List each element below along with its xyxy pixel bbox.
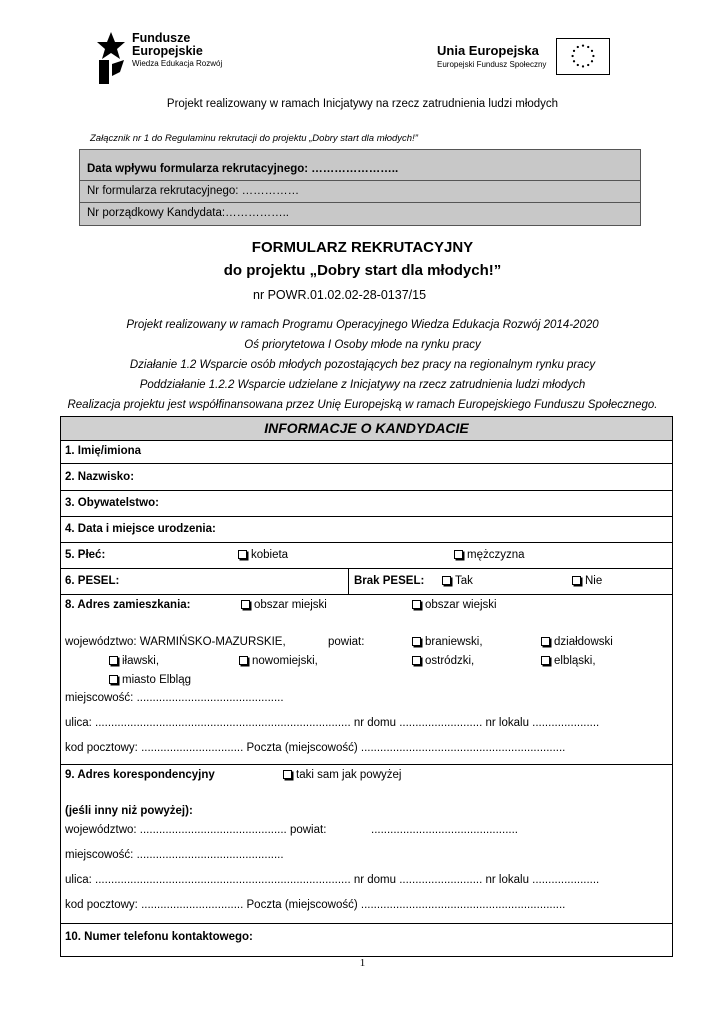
form-title: FORMULARZ REKRUTACYJNY [251, 239, 474, 256]
checkbox-icon[interactable] [239, 656, 248, 665]
program-info-line: Poddziałanie 1.2.2 Wsparcie udzielane z Inicjatywy na rzecz zatrudnienia ludzi młodych [139, 379, 586, 391]
annex-note: Załącznik nr 1 do Regulaminu rekrutacji do projektu „Dobry start dla młodych!” [90, 133, 418, 144]
form-section-header: INFORMACJE O KANDYDACIE [61, 417, 672, 441]
same-address-option[interactable]: taki sam jak powyżej [283, 769, 401, 781]
form-number-row: Nr formularza rekrutacyjnego: …………… [80, 181, 640, 203]
fe-logo-line1: Fundusze [132, 31, 191, 45]
checkbox-icon[interactable] [109, 675, 118, 684]
pesel-label: 6. PESEL: [65, 575, 120, 587]
gender-female-option[interactable]: kobieta [238, 549, 288, 561]
voivodeship-text: województwo: WARMIŃSKO-MAZURSKIE, [65, 636, 286, 648]
checkbox-icon[interactable] [241, 600, 250, 609]
eu-logo-title: Unia Europejska [437, 42, 539, 58]
program-info-line: Działanie 1.2 Wsparcie osób młodych pozostających bez pracy na regionalnym rynku pracy [129, 359, 596, 371]
phone-row[interactable] [61, 924, 672, 956]
unia-europejska-logo [437, 38, 610, 75]
page-header [0, 28, 725, 88]
correspondence-street-field[interactable]: ulica: ................................................................................ nr domu .......................... nr lokalu ..................... [65, 874, 600, 886]
residence-locality-field[interactable]: miejscowość: .............................................. [65, 692, 284, 704]
fe-logo-line2: Europejskie [132, 44, 203, 58]
county-nowomiejski[interactable]: nowomiejski, [239, 655, 318, 667]
last-name-row[interactable] [61, 464, 672, 491]
correspondence-postal-field[interactable]: kod pocztowy: ................................ Poczta (miejscowość) ................................................................ [65, 899, 566, 911]
gender-label: 5. Płeć: [65, 549, 106, 561]
correspondence-locality-field[interactable]: miejscowość: .............................................. [65, 849, 284, 861]
pesel-row [61, 569, 672, 595]
first-name-row[interactable] [61, 441, 672, 464]
candidate-info-form [60, 416, 673, 957]
phone-label: 10. Numer telefonu kontaktowego: [65, 931, 253, 943]
correspondence-county-field[interactable]: .............................................. [371, 824, 518, 836]
if-other-note: (jeśli inny niż powyżej): [65, 805, 193, 817]
correspondence-address-row [61, 765, 672, 924]
checkbox-icon[interactable] [572, 576, 581, 585]
eu-logo-subtitle: Europejski Fundusz Społeczny [437, 59, 547, 69]
residence-street-field[interactable]: ulica: ................................................................................ nr domu .......................... nr lokalu ..................... [65, 717, 600, 729]
checkbox-icon[interactable] [283, 770, 292, 779]
checkbox-icon[interactable] [109, 656, 118, 665]
birth-row[interactable] [61, 517, 672, 543]
rural-option[interactable]: obszar wiejski [412, 599, 497, 611]
checkbox-icon[interactable] [412, 637, 421, 646]
checkbox-icon[interactable] [412, 656, 421, 665]
citizenship-label: 3. Obywatelstwo: [65, 497, 159, 509]
county-ilawski[interactable]: iławski, [109, 655, 159, 667]
receipt-date-row: Data wpływu formularza rekrutacyjnego: ………………….. [80, 150, 640, 181]
checkbox-icon[interactable] [454, 550, 463, 559]
correspondence-label: 9. Adres korespondencyjny [65, 769, 215, 781]
last-name-label: 2. Nazwisko: [65, 471, 135, 483]
residence-postal-field[interactable]: kod pocztowy: ................................ Poczta (miejscowość) ................................................................ [65, 742, 566, 754]
program-info-line: Oś priorytetowa I Osoby młode na rynku pracy [244, 339, 481, 351]
checkbox-icon[interactable] [541, 656, 550, 665]
urban-option[interactable]: obszar miejski [241, 599, 327, 611]
page-number: 1 [359, 957, 366, 969]
fundusze-europejskie-logo [96, 32, 222, 84]
no-pesel-label: Brak PESEL: [354, 575, 425, 587]
gender-row [61, 543, 672, 569]
program-info-line: Projekt realizowany w ramach Programu Operacyjnego Wiedza Edukacja Rozwój 2014-2020 [126, 319, 599, 331]
project-line: Projekt realizowany w ramach Inicjatywy na rzecz zatrudnienia ludzi młodych [166, 98, 559, 110]
checkbox-icon[interactable] [238, 550, 247, 559]
correspondence-voivodeship-field[interactable]: województwo: .............................................. powiat: [65, 824, 327, 836]
birth-label: 4. Data i miejsce urodzenia: [65, 523, 216, 535]
checkbox-icon[interactable] [541, 637, 550, 646]
program-info-line: Realizacja projektu jest współfinansowana przez Unię Europejską w ramach Europejskiego Funduszu Społecznego. [67, 399, 658, 411]
checkbox-icon[interactable] [442, 576, 451, 585]
form-subtitle: do projektu „Dobry start dla młodych!” [223, 262, 502, 279]
no-pesel-no-option[interactable]: Nie [572, 575, 602, 587]
county-elblaski[interactable]: elbląski, [541, 655, 596, 667]
checkbox-icon[interactable] [412, 600, 421, 609]
first-name-label: 1. Imię/imiona [65, 445, 142, 457]
county-elblag-city[interactable]: miasto Elbląg [109, 674, 191, 686]
residence-address-row [61, 595, 672, 765]
county-label: powiat: [328, 636, 365, 648]
citizenship-row[interactable] [61, 491, 672, 517]
program-info [0, 315, 725, 415]
candidate-number-row: Nr porządkowy Kandydata:…………….. [87, 207, 289, 219]
project-number: nr POWR.01.02.02-28-0137/15 [253, 288, 427, 302]
pesel-divider [348, 569, 349, 594]
no-pesel-yes-option[interactable]: Tak [442, 575, 473, 587]
office-use-box [79, 149, 641, 226]
residence-label: 8. Adres zamieszkania: [65, 599, 191, 611]
county-braniewski[interactable]: braniewski, [412, 636, 483, 648]
county-ostrodzki[interactable]: ostródzki, [412, 655, 474, 667]
fe-logo-line3: Wiedza Edukacja Rozwój [132, 59, 223, 68]
gender-male-option[interactable]: mężczyzna [454, 549, 525, 561]
eu-flag-icon [556, 38, 610, 75]
county-dzialdowski[interactable]: działdowski [541, 636, 613, 648]
fe-star-icon [96, 32, 126, 84]
